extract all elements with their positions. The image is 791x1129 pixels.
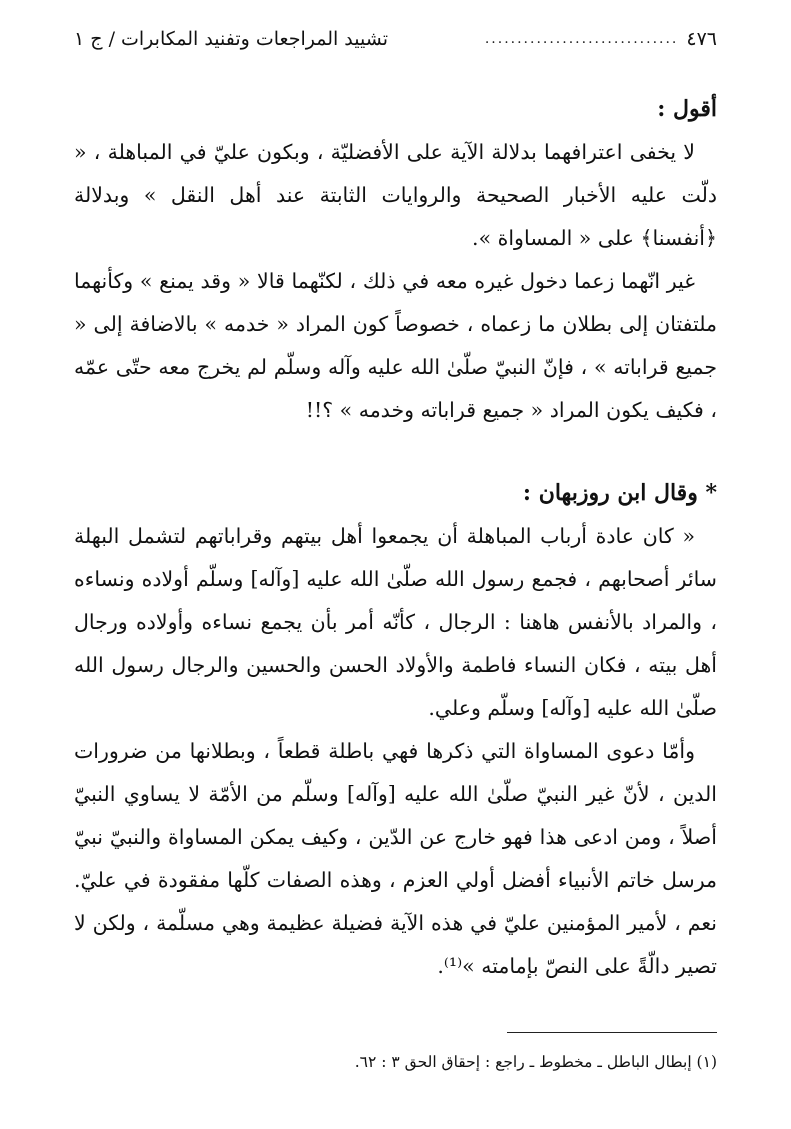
quoted-paragraph: « كان عادة أرباب المباهلة أن يجمعوا أهل بيتهم وقراباتهم لتشمل البهلة سائر أصحابهم ، فجمع رسول الله صلّىٰ الله عليه [وآله] وسلّم أولاده ونساءه ، والمراد بالأنفس هاهنا : الرجال ، كأنّه أمر بأن يجمع نساءه وأولاده ورجال أهل بيته ، فكان النساء فاطمة والأولاد الحسن والحسين والرجال رسول الله صلّىٰ الله عليه [وآله] وسلّم وعلي. [74, 524, 717, 720]
running-title: تشييد المراجعات وتفنيد المكابرات / ج ١ [74, 28, 388, 50]
footnote-divider [507, 1032, 717, 1033]
section-heading: أقول : [657, 96, 717, 122]
paragraph: غير انّهما زعما دخول غيره معه في ذلك ، لكنّهما قالا « وقد يمنع » وكأنهما ملتفتان إلى بطلان ما زعماه ، خصوصاً كون المراد « خدمه » بالاضافة إلى « جميع قراباته » ، فإنّ النبيّ صلّىٰ الله عليه وآله وسلّم لم يخرج معه حتّى عمّه ، فكيف يكون المراد « جميع قراباته وخدمه » ؟!! [74, 269, 717, 422]
page-number: ٤٧٦ [686, 28, 717, 50]
page-header [74, 24, 717, 54]
quoted-paragraph: وأمّا دعوى المساواة التي ذكرها فهي باطلة قطعاً ، وبطلانها من ضرورات الدين ، لأنّ غير النبيّ صلّىٰ الله عليه [وآله] وسلّم من الأمّة لا يساوي النبيّ أصلاً ، ومن ادعى هذا فهو خارج عن الدّين ، وكيف يمكن المساواة والنبيّ نبيّ مرسل خاتم الأنبياء أفضل أولي العزم ، وهذه الصفات كلّها مفقودة في عليّ. نعم ، لأمير المؤمنين عليّ في هذه الآية فضيلة عظيمة وهي مسلّمة ، ولكن لا تصير دالّةً على النصّ بإمامته »⁽¹⁾. [74, 739, 717, 978]
header-dots: .............................. [484, 31, 679, 47]
section-heading: * وقال ابن روزبهان : [522, 480, 717, 506]
footnote: (١) إبطال الباطل ـ مخطوط ـ راجع : إحقاق الحق ٣ : ٦٢. [354, 1053, 717, 1071]
page-body [74, 88, 717, 988]
paragraph: لا يخفى اعترافهما بدلالة الآية على الأفضليّة ، وبكون عليّ في المباهلة ، « دلّت عليه الأخبار الصحيحة والروايات الثابتة عند أهل النقل » وبدلالة ﴿أنفسنا﴾ على « المساواة ». [74, 140, 717, 250]
